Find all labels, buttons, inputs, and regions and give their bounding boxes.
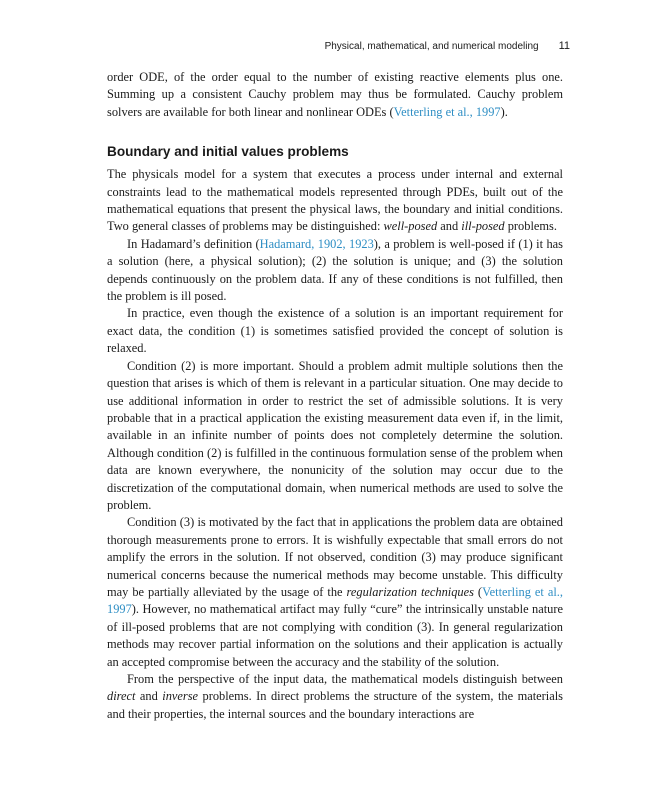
citation-link[interactable]: Vetterling et al., 1997: [107, 584, 563, 617]
section-heading: Boundary and initial values problems: [107, 144, 349, 160]
paragraph-text: In practice, even though the existence of a solution is an important requirement for exact data, the condition (1) is sometimes satisfied provided the concept of solution is relaxed.: [107, 306, 563, 356]
paragraph: [107, 166, 563, 236]
paragraph-text: Condition (3) is motivated by the fact that in applications the problem data are obtained thorough measurements prone to errors. It is wishfully expectable that small errors do not amplify the errors in the solution. If not observed, condition (3) may produce significant numerical concerns because the numerical methods may become unstable. This difficulty may be partially alleviated by the usage of the: [107, 515, 563, 599]
citation-link[interactable]: Vetterling et al., 1997: [393, 104, 501, 119]
paragraph: [107, 236, 563, 306]
paragraph-text: problems.: [504, 219, 557, 234]
emphasis-term: ill-posed: [461, 219, 505, 234]
paragraph-text: (: [473, 584, 483, 599]
paragraph-text: problems. In direct problems the structure of the system, the materials and their properties, the internal sources and the boundary interactions are: [107, 689, 563, 721]
page-body: [107, 69, 563, 723]
running-header: [325, 40, 570, 52]
emphasis-term: direct: [107, 689, 136, 704]
paragraph-text: ). However, no mathematical artifact may fully “cure” the intrinsically unstable nature of ill-posed problems that are not complying with condition (3). In general regularization methods may recover partial information on the solutions and their application is actually an accepted compromise between the accuracy and the stability of the solution.: [107, 602, 563, 669]
emphasis-term: well-posed: [383, 219, 438, 234]
paragraph: [107, 358, 563, 515]
paragraph-text: ), a problem is well-posed if (1) it has a solution (here, a physical solution); (2) the solution is unique; and (3) the solution depends continuously on the problem data. If any of these conditions is not fulfilled, then the problem is ill posed.: [107, 236, 563, 304]
paragraph-text: Condition (2) is more important. Should a problem admit multiple solutions then the question that arises is which of them is relevant in a particular situation. One may decide to use additional information in order to restrict the set of admissible solutions. It is very probable that in a practical application the existing measurement data even if, in the limit, available in an infinite number of points does not completely determine the solution. Although condition (2) is fulfilled in the continuous formulation sense of the problem when data are known everywhere, the nonunicity of the solution may occur due to the discretization of the computational domain, when numerical methods are used to solve the problem.: [107, 358, 563, 512]
paragraph-text: The physicals model for a system that executes a process under internal and external constraints lead to the mathematical models represented through PDEs, built out of the mathematical equations that present the physical laws, the boundary and initial conditions. Two general classes of problems may be distinguished:: [107, 167, 563, 234]
paragraph: [107, 671, 563, 723]
paragraph-text: ).: [500, 104, 508, 119]
paragraph-text: From the perspective of the input data, the mathematical models distinguish between: [127, 672, 563, 686]
citation-link[interactable]: Hadamard, 1902, 1923: [259, 236, 374, 251]
paragraph-continued: [107, 69, 563, 121]
paragraph-text: and: [135, 689, 163, 704]
paragraph: [107, 305, 563, 357]
emphasis-term: regularization techniques: [346, 584, 474, 599]
running-title: Physical, mathematical, and numerical modeling: [324, 41, 539, 52]
paragraph-text: order ODE, of the order equal to the number of existing reactive elements plus one. Summing up a consistent Cauchy problem may thus be formulated. Cauchy problem solvers are available for both linear and nonlinear ODEs (: [107, 70, 563, 119]
paragraph: [107, 514, 563, 671]
page-number: 11: [558, 40, 570, 52]
paragraph-text: and: [437, 219, 462, 234]
emphasis-term: inverse: [162, 689, 199, 704]
paragraph-text: In Hadamard’s definition (: [127, 236, 260, 251]
